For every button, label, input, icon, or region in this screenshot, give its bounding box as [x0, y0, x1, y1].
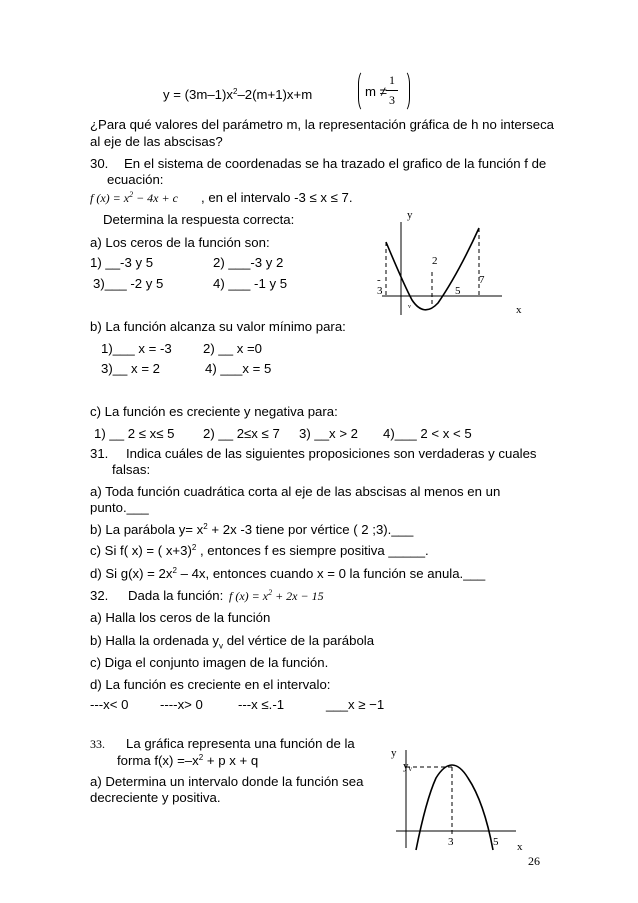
q32-d-opt-3: ---x ≤.-1	[238, 697, 285, 712]
q33-line-1: La gráfica representa una función de la	[126, 736, 355, 751]
q31-number: 31.	[90, 446, 109, 461]
q31-a-line-2: punto.___	[90, 500, 149, 515]
q30-parabola-graph	[362, 200, 532, 325]
q31-line-2: falsas:	[112, 462, 151, 477]
q31-c: c) Si f( x) = ( x+3)$^2$ , entonces f es siempre positiva _____.	[90, 543, 429, 558]
q30-c-opt-2: 2) __ 2≤x ≤ 7	[203, 426, 280, 441]
q33-y-label: y	[391, 747, 397, 759]
q32-d-opt-2: ----x> 0	[160, 697, 203, 712]
q32-a: a) Halla los ceros de la función	[90, 610, 271, 625]
q30-line-2: ecuación:	[107, 172, 164, 187]
q33-a-line-2: decreciente y positiva.	[90, 790, 221, 805]
q30-a-opt-4: 4) ___ -1 y 5	[213, 276, 288, 291]
q30-vertex-mark: v	[408, 304, 411, 310]
header-equation: $y = (3m-1)x^2-2(m+1)x+m$	[163, 87, 313, 102]
q30-formula: f $(x) = x^2 - 4x + c$	[90, 190, 178, 205]
q32-c: c) Diga el conjunto imagen de la función.	[90, 655, 329, 670]
q32-intro: Dada la función:	[128, 588, 224, 603]
q33-tick-3: 3	[448, 836, 454, 848]
q30-parabola-curve	[386, 228, 479, 310]
condition-m: m ≠	[365, 84, 387, 99]
q30-tick-7: 7	[479, 274, 485, 286]
q30-y-label: y	[407, 209, 413, 221]
q33-a-line-1: a) Determina un intervalo donde la función sea	[90, 774, 364, 789]
q30-b-label: b) La función alcanza su valor mínimo para:	[90, 319, 346, 334]
q30-number: 30.	[90, 156, 109, 171]
q30-c-opt-1: 1) __ 2 ≤ x≤ 5	[94, 426, 175, 441]
q33-x-label: x	[517, 841, 523, 853]
q30-tick-2: 2	[432, 255, 438, 267]
q30-instruction: Determina la respuesta correcta:	[103, 212, 295, 227]
q30-a-opt-2: 2) ___-3 y 2	[213, 255, 284, 270]
q32-formula: f $(x) = x^2 + 2x - 15$	[229, 588, 324, 603]
q30-b-opt-3: 3)__ x = 2	[101, 361, 161, 376]
q30-a-label: a) Los ceros de la función son:	[90, 235, 270, 250]
page-number: 26	[528, 854, 540, 868]
q31-b: b) La parábola $y= x^2 + 2x$ -3 tiene por vértice ( 2 ;3).___	[90, 522, 414, 537]
q33-yv-label: yv	[403, 760, 412, 773]
q30-interval: , en el intervalo -3 ≤ x ≤ 7.	[201, 190, 353, 205]
condition-denominator: 3	[389, 93, 395, 107]
q30-tick-3: 3	[377, 285, 383, 297]
q30-c-label: c) La función es creciente y negativa para:	[90, 404, 338, 419]
q31-line-1: Indica cuáles de las siguientes proposiciones son verdaderas y cuales	[126, 446, 537, 461]
q30-c-opt-4: 4)___ 2 < x < 5	[383, 426, 472, 441]
fraction-bar	[386, 90, 398, 91]
intro-line-1: ¿Para qué valores del parámetro m, la representación gráfica de h no interseca	[90, 117, 555, 132]
q30-tick-5: 5	[455, 285, 461, 297]
q32-d-opt-1: ---x< 0	[90, 697, 129, 712]
q32-b: b) Halla la ordenada $y_v$ del vértice de la parábola	[90, 633, 375, 651]
intro-line-2: al eje de las abscisas?	[90, 134, 223, 149]
q33-line-2: forma $f(x) =-x^2 + p$ x + q	[117, 753, 259, 768]
q30-b-opt-1: 1)___ x = -3	[101, 341, 172, 356]
q32-d: d) La función es creciente en el intervalo:	[90, 677, 331, 692]
q30-c-opt-3: 3) __x > 2	[299, 426, 359, 441]
condition-numerator: 1	[389, 73, 395, 87]
q32-number: 32.	[90, 588, 109, 603]
q30-a-opt-1: 1) __-3 y 5	[90, 255, 154, 270]
q30-line-1: En el sistema de coordenadas se ha trazado el grafico de la función f de	[124, 156, 547, 171]
q30-b-opt-2: 2) __ x =0	[203, 341, 263, 356]
q30-x-label: x	[516, 304, 522, 316]
q33-parabola-curve	[416, 765, 493, 850]
q31-a-line-1: a) Toda función cuadrática corta al eje de las abscisas al menos en un	[90, 484, 501, 499]
q33-number: 33.	[90, 737, 105, 751]
q33-tick-5: 5	[493, 836, 499, 848]
q32-d-opt-4: ___x ≥ −1	[326, 697, 385, 712]
q33-parabola-graph	[386, 740, 536, 855]
q30-tick-neg: -	[377, 274, 381, 286]
q31-d: d) Si $g(x) = 2x^2 - 4x$, entonces cuando x = 0 la función se anula.___	[90, 566, 486, 581]
q30-b-opt-4: 4) ___x = 5	[205, 361, 272, 376]
q30-a-opt-3: 3)___ -2 y 5	[93, 276, 164, 291]
